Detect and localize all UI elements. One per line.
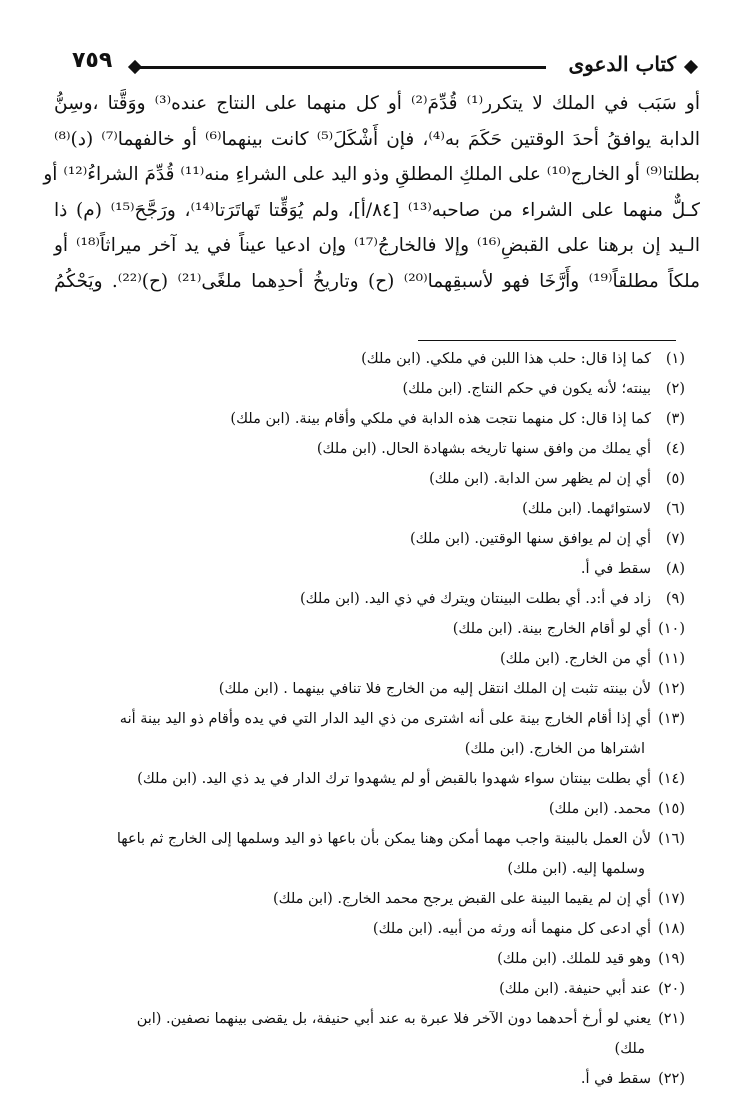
footnote-text: أي إذا أقام الخارج بينة على أنه اشترى من ذي اليد الدار التي في يده وأقام ذو اليد بينة أنه bbox=[119, 711, 651, 727]
main-text-line: أو سَبَب في الملك لا يتكرر⁽¹⁾ قُدِّمَ⁽²⁾ أو كل منهما على النتاج عنده⁽³⁾ ووَقَّتا ،وسِنُّ bbox=[54, 93, 700, 114]
footnote-text: وهو قيد للملك. (ابن ملك) bbox=[497, 951, 651, 967]
footnotes bbox=[40, 344, 685, 1094]
main-text-line: بطلتا⁽⁹⁾ أو الخارج⁽¹⁰⁾ على الملكِ المطلقِ وذو اليد على الشراءِ منه⁽¹¹⁾ قُدِّمَ الشراءُ⁽¹²⁾ أو bbox=[43, 164, 700, 185]
footnote-text: كما إذا قال: كل منهما نتجت هذه الدابة في ملكي وأقام بينة. (ابن ملك) bbox=[230, 411, 651, 427]
footnote-text: اشتراها من الخارج. (ابن ملك) bbox=[464, 741, 645, 757]
footnote bbox=[40, 494, 685, 524]
footnote bbox=[40, 794, 685, 824]
footnote bbox=[40, 824, 685, 884]
footnote-number: (٩) bbox=[665, 591, 685, 607]
footnote bbox=[40, 374, 685, 404]
footnote-line bbox=[40, 494, 685, 524]
footnote-text: كما إذا قال: حلب هذا اللبن في ملكي. (ابن ملك) bbox=[361, 351, 651, 367]
footnote-number: (٢٠) bbox=[658, 981, 685, 997]
footnote-line bbox=[40, 524, 685, 554]
footnote bbox=[40, 464, 685, 494]
footnote-text: أي إن لم يظهر سن الدابة. (ابن ملك) bbox=[429, 471, 651, 487]
footnote-text: يعني لو أرخ أحدهما دون الآخر فلا عبرة به عند أبي حنيفة، بل يقضى بينهما نصفين. (ابن bbox=[136, 1011, 651, 1027]
footnote-line bbox=[40, 914, 685, 944]
header-rule bbox=[138, 66, 546, 69]
footnote-line bbox=[40, 974, 685, 1004]
footnote-line bbox=[40, 734, 685, 764]
footnote-number: (١٤) bbox=[658, 771, 685, 787]
footnote-number: (٧) bbox=[665, 531, 685, 547]
footnote-line bbox=[40, 854, 685, 884]
footnote bbox=[40, 434, 685, 464]
footnote-text: ملك) bbox=[614, 1041, 645, 1057]
footnote bbox=[40, 614, 685, 644]
footnote-text: محمد. (ابن ملك) bbox=[548, 801, 651, 817]
footnote bbox=[40, 1064, 685, 1094]
footnote-line bbox=[40, 944, 685, 974]
footnote-number: (١٩) bbox=[658, 951, 685, 967]
footnote bbox=[40, 644, 685, 674]
footnote-number: (١٨) bbox=[658, 921, 685, 937]
footnote-line bbox=[40, 554, 685, 584]
footnote bbox=[40, 884, 685, 914]
footnote-number: (١٦) bbox=[658, 831, 685, 847]
footnote-line bbox=[40, 824, 685, 854]
footnote bbox=[40, 344, 685, 374]
footnote-line bbox=[40, 464, 685, 494]
footnote bbox=[40, 554, 685, 584]
main-text-line: كـلٌّ منهما على الشراء من صاحبه⁽¹³⁾ [٨٤/أ]، ولم يُوَقِّتا تَهاتَرَتا⁽¹⁴⁾، ورَجَّحَ⁽¹⁵⁾ (م) ذا bbox=[54, 199, 700, 221]
footnote bbox=[40, 524, 685, 554]
footnote-number: (٢) bbox=[665, 381, 685, 397]
footnote-text: أي يملك من وافق سنها تاريخه بشهادة الحال. (ابن ملك) bbox=[316, 441, 651, 457]
book-title: كتاب الدعوى bbox=[568, 52, 676, 76]
footnote-number: (٨) bbox=[665, 561, 685, 577]
footnote bbox=[40, 404, 685, 434]
footnote-text: لأن بينته تثبت إن الملك انتقل إليه من الخارج فلا تنافي بينهما . (ابن ملك) bbox=[218, 681, 651, 697]
footnote-line bbox=[40, 794, 685, 824]
diamond-ornament-right-icon bbox=[684, 60, 698, 74]
footnote-line bbox=[40, 644, 685, 674]
footnote-line bbox=[40, 434, 685, 464]
footnote-number: (٢١) bbox=[658, 1011, 685, 1027]
footnote bbox=[40, 704, 685, 764]
footnote-text: أي من الخارج. (ابن ملك) bbox=[499, 651, 651, 667]
footnote-text: أي لو أقام الخارج بينة. (ابن ملك) bbox=[452, 621, 651, 637]
footnote bbox=[40, 974, 685, 1004]
footnote-line bbox=[40, 704, 685, 734]
footnote-text: لأن العمل بالبينة واجب مهما أمكن وهنا يمكن بأن باعها ذو اليد وسلمها إلى الخارج ثم باعها bbox=[116, 831, 651, 847]
footnote-line bbox=[40, 404, 685, 434]
main-text bbox=[43, 86, 701, 299]
footnote-number: (١٢) bbox=[658, 681, 685, 697]
footnote-text: عند أبي حنيفة. (ابن ملك) bbox=[499, 981, 651, 997]
footnote-number: (١١) bbox=[658, 651, 685, 667]
footnote-number: (٦) bbox=[665, 501, 685, 517]
page-number: ٧٥٩ bbox=[72, 48, 113, 73]
footnote bbox=[40, 914, 685, 944]
footnote-text: أي بطلت بينتان سواء شهدوا بالقبض أو لم يشهدوا ترك الدار في يد ذي اليد. (ابن ملك) bbox=[137, 771, 651, 787]
footnote-line bbox=[40, 584, 685, 614]
footnote-text: سقط في أ. bbox=[580, 1071, 651, 1087]
footnote-text: زاد في أ:د. أي بطلت البينتان ويترك في ذي اليد. (ابن ملك) bbox=[300, 591, 651, 607]
footnote bbox=[40, 584, 685, 614]
footnote-text: بينته؛ لأنه يكون في حكم النتاج. (ابن ملك) bbox=[402, 381, 651, 397]
footnote bbox=[40, 1004, 685, 1064]
footnote-line bbox=[40, 674, 685, 704]
footnote-line bbox=[40, 614, 685, 644]
footnote-number: (١) bbox=[665, 351, 685, 367]
footnote-number: (١٠) bbox=[658, 621, 685, 637]
footnote-text: وسلمها إليه. (ابن ملك) bbox=[507, 861, 645, 877]
main-text-line: الدابة يوافقُ أحدَ الوقتين حَكَمَ به⁽⁴⁾، فإن أَشْكَلَ⁽⁵⁾ كانت بينهما⁽⁶⁾ أو خالفهما⁽⁷⁾ (د)⁽⁸⁾ bbox=[54, 128, 700, 150]
footnote-line bbox=[40, 764, 685, 794]
footnote bbox=[40, 944, 685, 974]
footnote-text: لاستوائهما. (ابن ملك) bbox=[522, 501, 651, 517]
footnote-line bbox=[40, 374, 685, 404]
main-text-line: الـيد إن برهنا على القبضِ⁽¹⁶⁾ وإلا فالخارجُ⁽¹⁷⁾ وإن ادعيا عيناً في يد آخر ميراثاً⁽¹⁸⁾ أو bbox=[54, 235, 701, 256]
footnote-number: (١٧) bbox=[658, 891, 685, 907]
footnote-text: أي ادعى كل منهما أنه ورثه من أبيه. (ابن ملك) bbox=[372, 921, 651, 937]
footnote bbox=[40, 764, 685, 794]
footnote-line bbox=[40, 884, 685, 914]
footnote-number: (٤) bbox=[665, 441, 685, 457]
footnote-number: (٥) bbox=[665, 471, 685, 487]
footnote-text: سقط في أ. bbox=[580, 561, 651, 577]
footnote-text: أي إن لم يقيما البينة على القبض يرجح محمد الخارج. (ابن ملك) bbox=[272, 891, 651, 907]
footnote-number: (٣) bbox=[665, 411, 685, 427]
footnote-text: أي إن لم يوافق سنها الوقتين. (ابن ملك) bbox=[409, 531, 651, 547]
footnote-number: (١٣) bbox=[658, 711, 685, 727]
page-header bbox=[72, 44, 696, 84]
footnote bbox=[40, 674, 685, 704]
main-text-line: ملكاً مطلقاً⁽¹⁹⁾ وأَرَّخَا فهو لأسبقِهما⁽²⁰⁾ (ح) وتاريخُ أحدِهما ملغًى⁽²¹⁾ (ح)⁽²²⁾. ويَحْكُمُ bbox=[54, 270, 700, 292]
footnote-number: (١٥) bbox=[658, 801, 685, 817]
footnote-number: (٢٢) bbox=[658, 1071, 685, 1087]
footnote-line bbox=[40, 1034, 685, 1064]
footnote-line bbox=[40, 1064, 685, 1094]
footnote-separator bbox=[418, 340, 676, 341]
footnote-line bbox=[40, 344, 685, 374]
footnote-line bbox=[40, 1004, 685, 1034]
